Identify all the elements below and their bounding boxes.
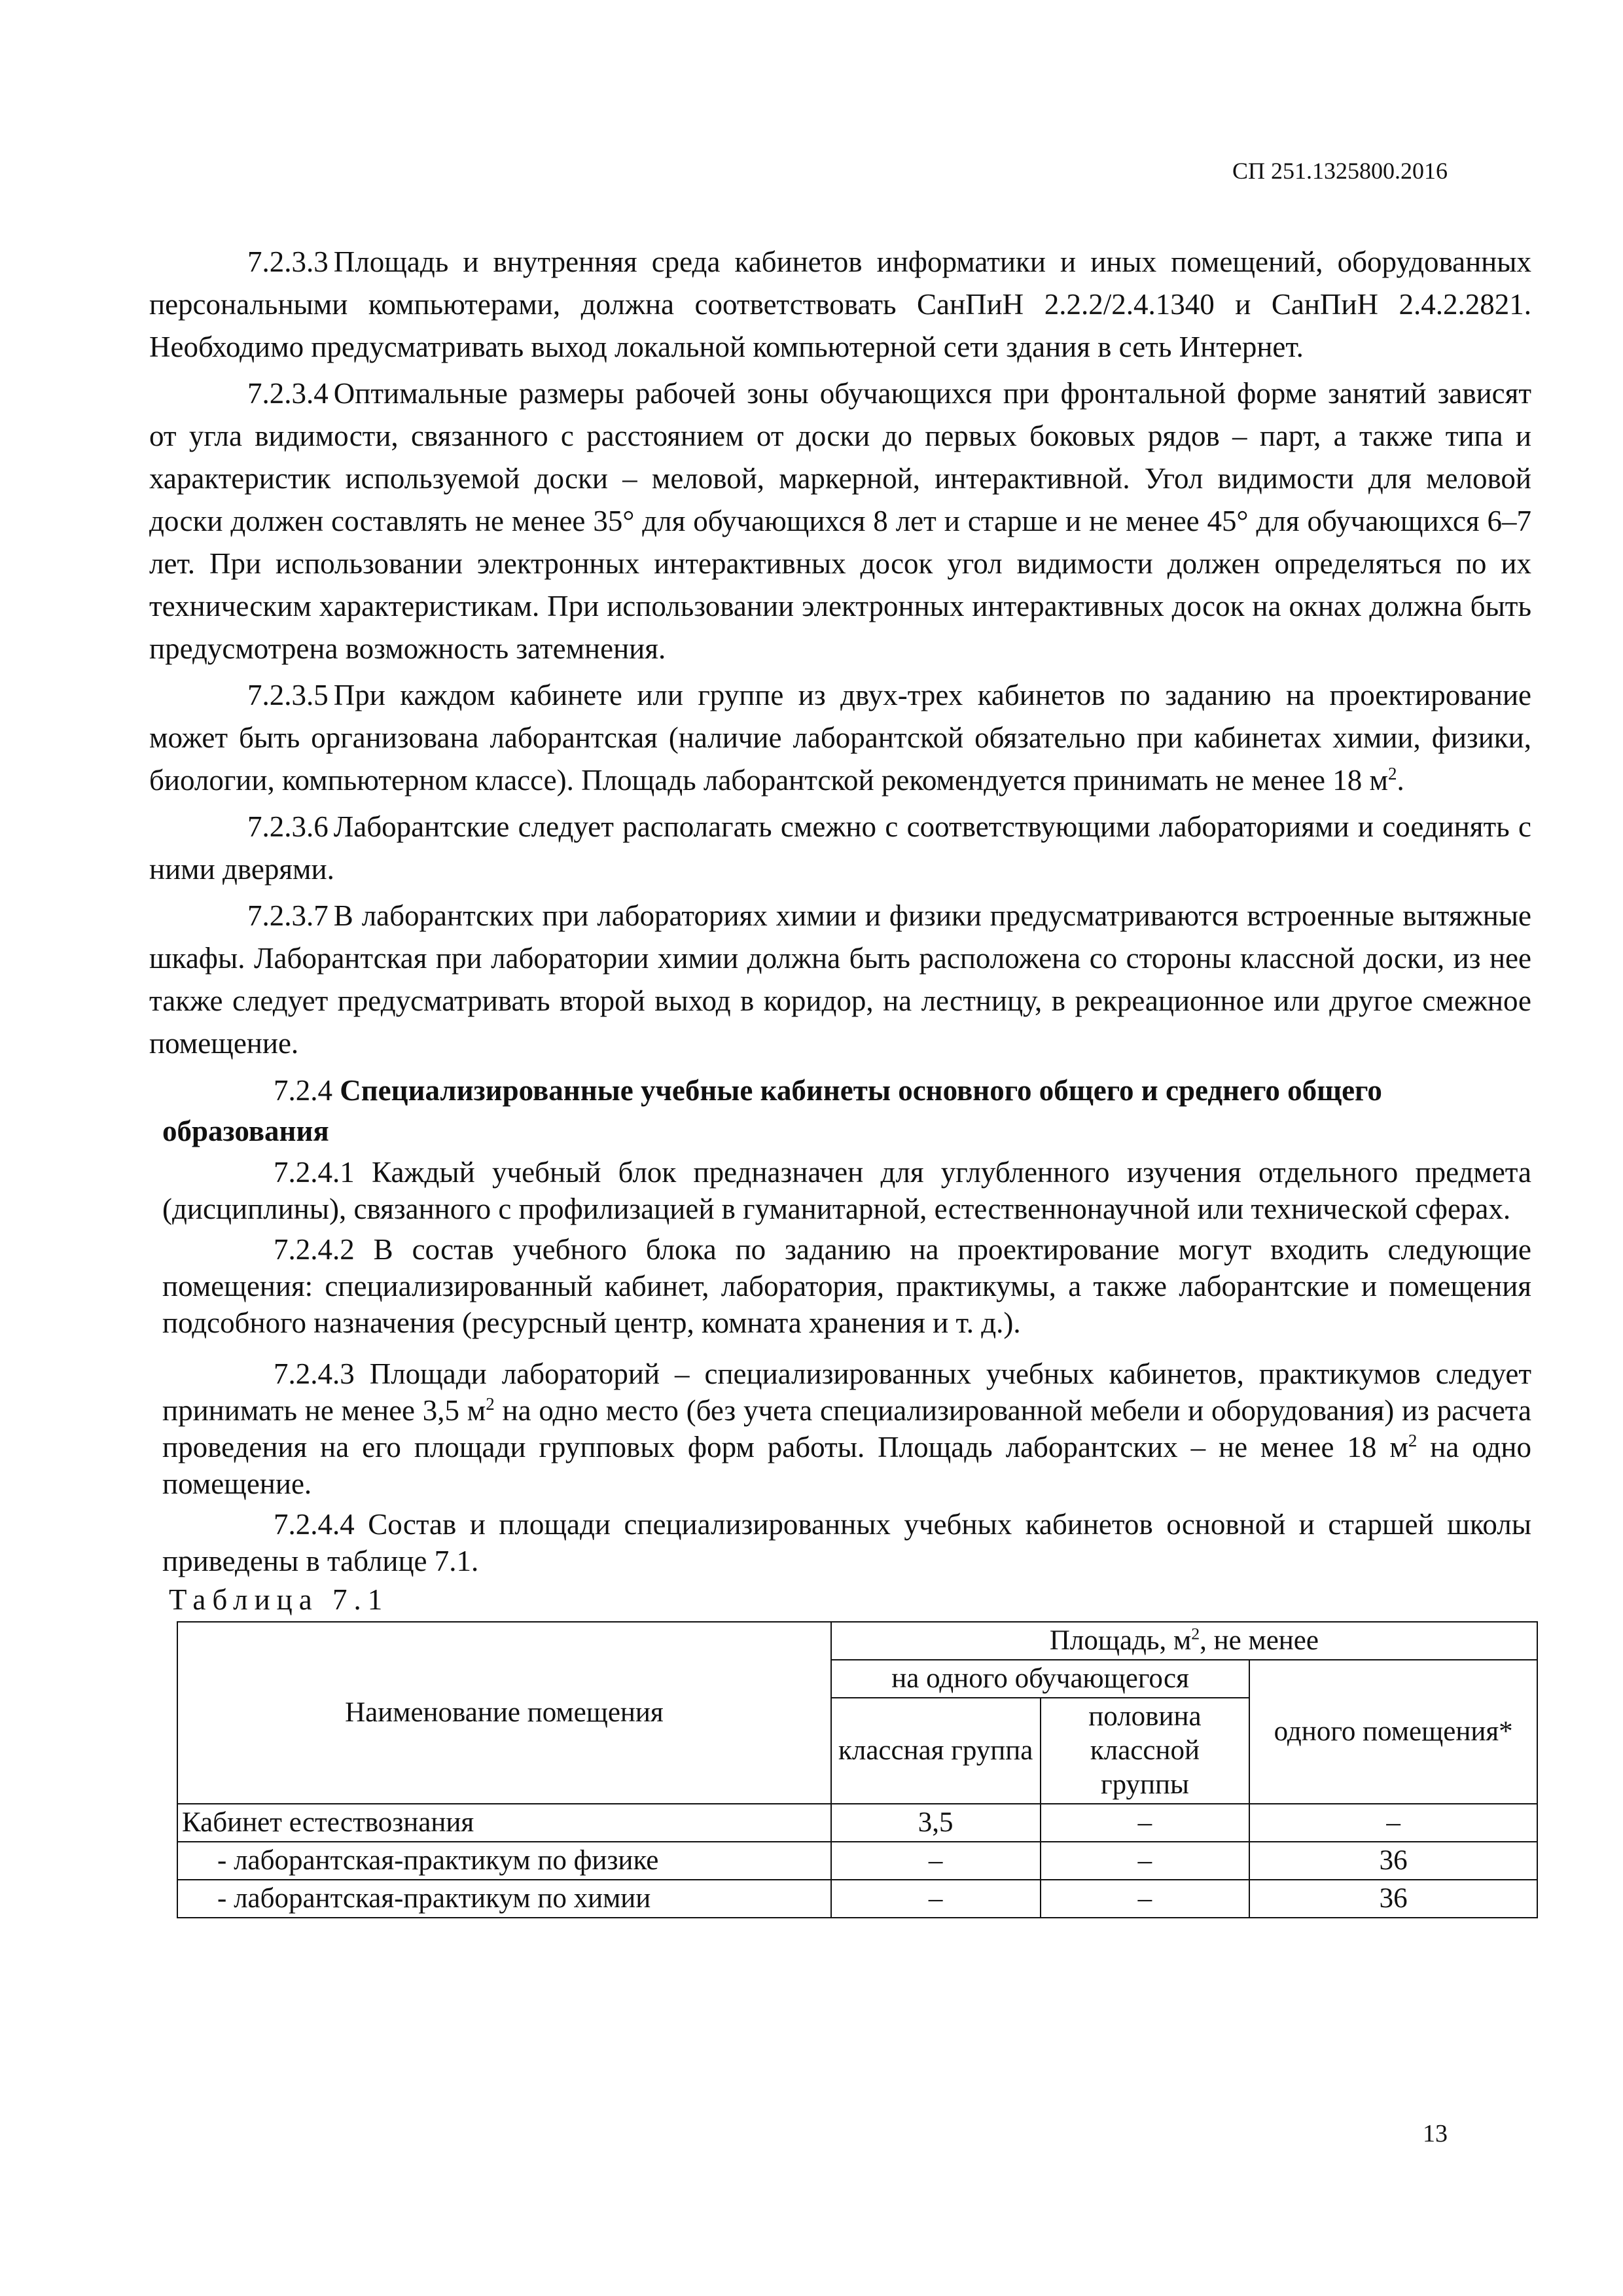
cell-half-group: –	[1041, 1842, 1250, 1880]
header-area	[831, 1622, 1537, 1660]
section-title: Специализированные учебные кабинеты основного общего и среднего общего образования	[162, 1074, 1382, 1147]
cell-room-name: Кабинет естествознания	[177, 1804, 831, 1842]
paragraph-7-2-3-6	[149, 806, 1531, 891]
paragraph-7-2-3-4	[149, 372, 1531, 670]
cell-class-group: –	[831, 1842, 1041, 1880]
paragraph-7-2-4-2	[162, 1231, 1531, 1341]
cell-per-room: 36	[1249, 1880, 1537, 1918]
paragraph-number: 7.2.4.3	[274, 1357, 355, 1390]
cell-room-name: - лаборантская-практикум по физике	[177, 1842, 831, 1880]
cell-half-group: –	[1041, 1804, 1250, 1842]
header-area-tail: , не менее	[1200, 1625, 1319, 1656]
cell-half-group: –	[1041, 1880, 1250, 1918]
paragraph-7-2-4-4	[162, 1506, 1531, 1579]
paragraph-number: 7.2.4.4	[274, 1508, 355, 1541]
superscript: 2	[1388, 764, 1397, 783]
paragraph-tail: на одно место (без учета специализированной мебели и оборудования) из расчета проведения на его площади групповых форм работы. Площадь лаборантских – не менее 18 м	[162, 1394, 1531, 1463]
table-row	[177, 1842, 1537, 1880]
paragraph-text: Площадь и внутренняя среда кабинетов информатики и иных помещений, оборудованных персональными компьютерами, должна соответствовать СанПиН 2.2.2/2.4.1340 и СанПиН 2.4.2.2821. Необходимо предусматривать выход локальной компьютерной сети здания в сеть Интернет.	[149, 245, 1531, 363]
superscript: 2	[486, 1394, 495, 1414]
paragraph-tail: .	[1397, 764, 1404, 797]
section-heading-7-2-4	[149, 1070, 1531, 1151]
paragraph-number: 7.2.3.5	[247, 679, 329, 711]
cell-class-group: 3,5	[831, 1804, 1041, 1842]
paragraph-text: Каждый учебный блок предназначен для углубленного изучения отдельного предмета (дисциплины), связанного с профилизацией в гуманитарной, естественнонаучной или технической сферах.	[162, 1156, 1531, 1225]
paragraph-7-2-3-5	[149, 674, 1531, 802]
paragraph-text: Оптимальные размеры рабочей зоны обучающихся при фронтальной форме занятий зависят от угла видимости, связанного с расстоянием от доски до первых боковых рядов – парт, а также типа и характеристик используемой доски – меловой, маркерной, интерактивной. Угол видимости для меловой доски должен составлять не менее 35° для обучающихся 8 лет и старше и не менее 45° для обучающихся 6–7 лет. При использовании электронных интерактивных досок угол видимости должен определяться по их техническим характеристикам. При использовании электронных интерактивных досок на окнах должна быть предусмотрена возможность затемнения.	[149, 377, 1531, 665]
paragraph-7-2-4-3	[162, 1355, 1531, 1502]
paragraph-number: 7.2.4.1	[274, 1156, 355, 1189]
paragraph-number: 7.2.3.3	[247, 245, 329, 278]
header-half-group: половина классной группы	[1041, 1698, 1250, 1804]
cell-per-room: 36	[1249, 1842, 1537, 1880]
paragraph-number: 7.2.3.7	[247, 899, 329, 932]
rooms-area-table	[177, 1621, 1538, 1918]
paragraph-text: Лаборантские следует располагать смежно с соответствующими лабораториями и соединять с ними дверями.	[149, 810, 1531, 886]
cell-class-group: –	[831, 1880, 1041, 1918]
paragraph-text: Площади лабораторий – специализированных учебных кабинетов, практикумов следует принимать не менее 3,5 м	[162, 1357, 1531, 1427]
paragraph-text: В лаборантских при лабораториях химии и физики предусматриваются встроенные вытяжные шкафы. Лаборантская при лаборатории химии должна быть расположена со стороны классной доски, из нее также следует предусматривать второй выход в коридор, на лестницу, в рекреационное или другое смежное помещение.	[149, 899, 1531, 1060]
paragraph-7-2-4-1	[162, 1154, 1531, 1227]
paragraph-number: 7.2.3.4	[247, 377, 329, 410]
table-header-row	[177, 1622, 1537, 1660]
table-row	[177, 1880, 1537, 1918]
paragraph-text: Состав и площади специализированных учебных кабинетов основной и старшей школы приведены в таблице 7.1.	[162, 1508, 1532, 1577]
paragraph-tail: на одно помещение.	[162, 1431, 1531, 1500]
table-row	[177, 1804, 1537, 1842]
paragraph-number: 7.2.3.6	[247, 810, 329, 843]
document-body	[149, 241, 1531, 1918]
header-per-room: одного помещения*	[1249, 1660, 1537, 1804]
paragraph-7-2-3-7	[149, 895, 1531, 1065]
section-number: 7.2.4	[274, 1074, 332, 1107]
paragraph-text: В состав учебного блока по заданию на проектирование могут входить следующие помещения: специализированный кабинет, лаборатория, практикумы, а также лаборантские и помещения подсобного назначения (ресурсный центр, комната хранения и т. д.).	[162, 1233, 1531, 1339]
table-caption: Таблица 7.1	[169, 1583, 389, 1616]
header-per-student: на одного обучающегося	[831, 1660, 1250, 1698]
header-room-name: Наименование помещения	[177, 1622, 831, 1804]
cell-per-room: –	[1249, 1804, 1537, 1842]
paragraph-text: При каждом кабинете или группе из двух-трех кабинетов по заданию на проектирование может быть организована лаборантская (наличие лаборантской обязательно при кабинетах химии, физики, биологии, компьютерном классе). Площадь лаборантской рекомендуется принимать не менее 18 м	[149, 679, 1531, 797]
paragraph-7-2-3-3	[149, 241, 1531, 368]
paragraph-number: 7.2.4.2	[274, 1233, 355, 1266]
header-area-text: Площадь, м	[1049, 1625, 1192, 1656]
document-code: СП 251.1325800.2016	[1232, 158, 1448, 184]
superscript: 2	[1408, 1431, 1418, 1450]
header-class-group: классная группа	[831, 1698, 1041, 1804]
page-number: 13	[1423, 2120, 1448, 2147]
cell-room-name: - лаборантская-практикум по химии	[177, 1880, 831, 1918]
superscript: 2	[1191, 1624, 1200, 1643]
